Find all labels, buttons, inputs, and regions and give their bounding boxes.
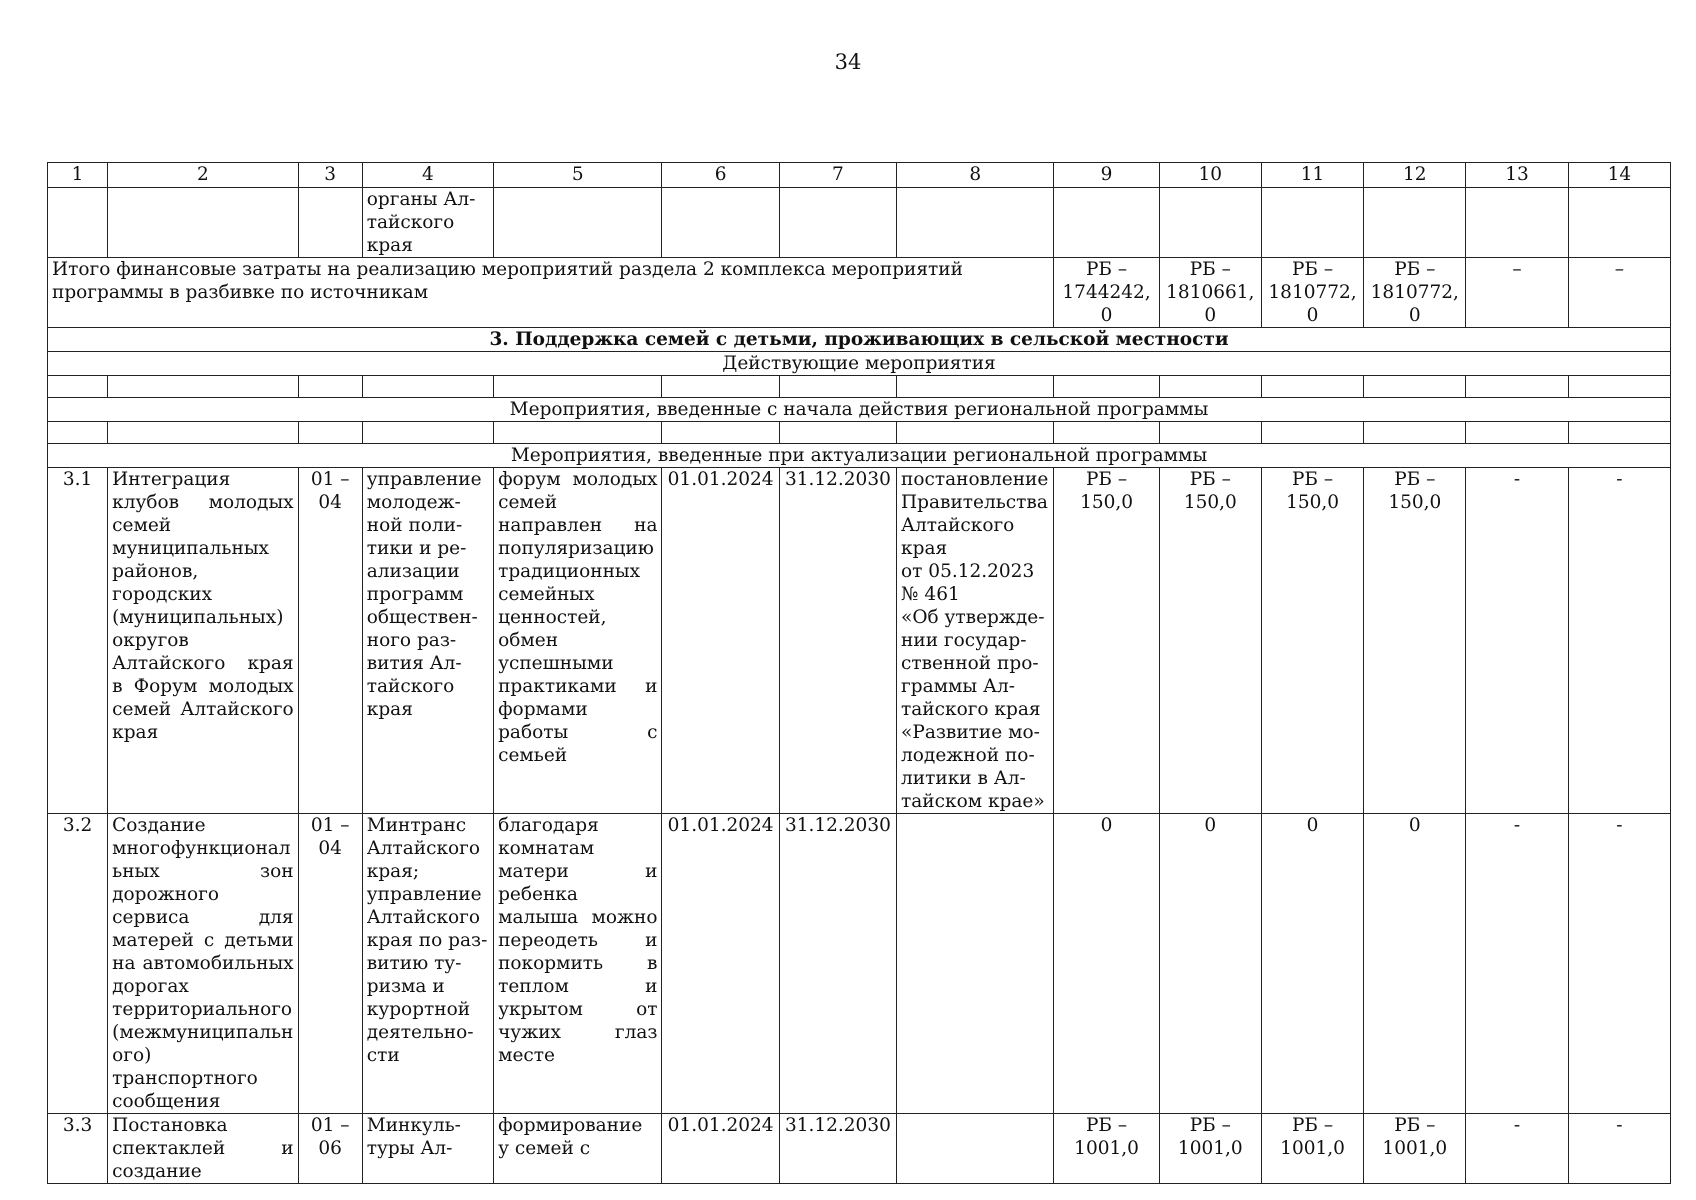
total-row bbox=[48, 258, 1671, 328]
measure-code: 01 – 06 bbox=[298, 1114, 362, 1184]
measure-basis bbox=[897, 1114, 1054, 1184]
measure-end-date: 31.12.2030 bbox=[779, 468, 896, 814]
measure-name: Создание многофункциональных зон дорожного сервиса для матерей с детьми на автомобильных дорогах территориального (межмуниципального) транспортного сообщения bbox=[108, 814, 298, 1114]
header-cell: 2 bbox=[108, 163, 298, 188]
empty-row bbox=[48, 422, 1671, 444]
measure-basis bbox=[897, 814, 1054, 1114]
subheading-row bbox=[48, 398, 1671, 422]
subheading-introduced-update: Мероприятия, введенные при актуализации региональной программы bbox=[48, 444, 1671, 468]
measure-start-date: 01.01.2024 bbox=[662, 814, 779, 1114]
subheading-introduced-start: Мероприятия, введенные с начала действия региональной программы bbox=[48, 398, 1671, 422]
measure-funding: 0 bbox=[1364, 814, 1466, 1114]
page-number: 34 bbox=[834, 50, 862, 74]
measure-row bbox=[48, 1114, 1671, 1184]
header-cell: 10 bbox=[1159, 163, 1261, 188]
measure-end-date: 31.12.2030 bbox=[779, 814, 896, 1114]
measure-start-date: 01.01.2024 bbox=[662, 468, 779, 814]
total-label: Итого финансовые затраты на реализацию мероприятий раздела 2 комплекса мероприятий программы в разбивке по источникам bbox=[48, 258, 1054, 328]
header-cell: 1 bbox=[48, 163, 108, 188]
subheading-row bbox=[48, 352, 1671, 376]
measure-funding: РБ – 150,0 bbox=[1054, 468, 1159, 814]
total-year-cell: – bbox=[1568, 258, 1670, 328]
measure-row bbox=[48, 814, 1671, 1114]
header-cell: 7 bbox=[779, 163, 896, 188]
total-year-cell: РБ – 1810661,0 bbox=[1159, 258, 1261, 328]
header-cell: 4 bbox=[362, 163, 493, 188]
header-cell: 5 bbox=[494, 163, 662, 188]
measure-end-date: 31.12.2030 bbox=[779, 1114, 896, 1184]
measure-funding: - bbox=[1568, 1114, 1670, 1184]
header-cell: 6 bbox=[662, 163, 779, 188]
measure-name: Постановка спектаклей и создание bbox=[108, 1114, 298, 1184]
header-cell: 12 bbox=[1364, 163, 1466, 188]
measure-result: форум молодых семей направлен на популяризацию традиционных семейных ценностей, обмен успешными практиками и формами работы с семьей bbox=[494, 468, 662, 814]
measure-number: 3.1 bbox=[48, 468, 108, 814]
header-cell: 13 bbox=[1466, 163, 1568, 188]
measure-funding: 0 bbox=[1054, 814, 1159, 1114]
section-title: 3. Поддержка семей с детьми, проживающих в сельской местности bbox=[48, 328, 1671, 352]
column-number-header-row bbox=[48, 163, 1671, 188]
empty-row bbox=[48, 376, 1671, 398]
measure-executor: Минкуль- туры Ал- bbox=[362, 1114, 493, 1184]
measure-code: 01 – 04 bbox=[298, 468, 362, 814]
measure-funding: - bbox=[1466, 814, 1568, 1114]
header-cell: 14 bbox=[1568, 163, 1670, 188]
total-year-cell: – bbox=[1466, 258, 1568, 328]
measure-start-date: 01.01.2024 bbox=[662, 1114, 779, 1184]
program-measures-table bbox=[47, 162, 1671, 1184]
measure-basis: постановление Правительства Алтайского края от 05.12.2023 № 461 «Об утвержде- нии государ- ственной про- граммы Ал- тайского края «Развитие мо- лодежной по- литики в Ал- тайском крае» bbox=[897, 468, 1054, 814]
measure-funding: РБ – 1001,0 bbox=[1364, 1114, 1466, 1184]
subheading-current: Действующие мероприятия bbox=[48, 352, 1671, 376]
executor-cell: органы Ал- тайского края bbox=[362, 188, 493, 258]
section-heading-row bbox=[48, 328, 1671, 352]
measure-result: благодаря комнатам матери и ребенка малыша можно переодеть и покормить в теплом и укрытом от чужих глаз месте bbox=[494, 814, 662, 1114]
measure-funding: РБ – 150,0 bbox=[1364, 468, 1466, 814]
measure-funding: 0 bbox=[1159, 814, 1261, 1114]
measure-code: 01 – 04 bbox=[298, 814, 362, 1114]
measure-funding: РБ – 1001,0 bbox=[1054, 1114, 1159, 1184]
continuation-row bbox=[48, 188, 1671, 258]
header-cell: 11 bbox=[1261, 163, 1363, 188]
measure-funding: РБ – 150,0 bbox=[1261, 468, 1363, 814]
measure-funding: РБ – 150,0 bbox=[1159, 468, 1261, 814]
measure-executor: управление молодеж- ной поли- тики и ре- ализации программ обществен- ного раз- вития Ал- тайского края bbox=[362, 468, 493, 814]
measure-number: 3.3 bbox=[48, 1114, 108, 1184]
header-cell: 9 bbox=[1054, 163, 1159, 188]
measure-funding: 0 bbox=[1261, 814, 1363, 1114]
measure-funding: РБ – 1001,0 bbox=[1261, 1114, 1363, 1184]
measure-result: формирование у семей с bbox=[494, 1114, 662, 1184]
subheading-row bbox=[48, 444, 1671, 468]
total-year-cell: РБ – 1810772,0 bbox=[1364, 258, 1466, 328]
measure-funding: - bbox=[1568, 814, 1670, 1114]
measure-funding: - bbox=[1466, 1114, 1568, 1184]
measure-funding: РБ – 1001,0 bbox=[1159, 1114, 1261, 1184]
header-cell: 3 bbox=[298, 163, 362, 188]
total-year-cell: РБ – 1744242,0 bbox=[1054, 258, 1159, 328]
measure-executor: Минтранс Алтайского края; управление Алтайского края по раз- витию ту- ризма и курортной деятельно- сти bbox=[362, 814, 493, 1114]
header-cell: 8 bbox=[897, 163, 1054, 188]
measure-row bbox=[48, 468, 1671, 814]
measure-name: Интеграция клубов молодых семей муниципальных районов, городских (муниципальных) округов Алтайского края в Форум молодых семей Алтайского края bbox=[108, 468, 298, 814]
measure-number: 3.2 bbox=[48, 814, 108, 1114]
measure-funding: - bbox=[1568, 468, 1670, 814]
measure-funding: - bbox=[1466, 468, 1568, 814]
total-year-cell: РБ – 1810772,0 bbox=[1261, 258, 1363, 328]
